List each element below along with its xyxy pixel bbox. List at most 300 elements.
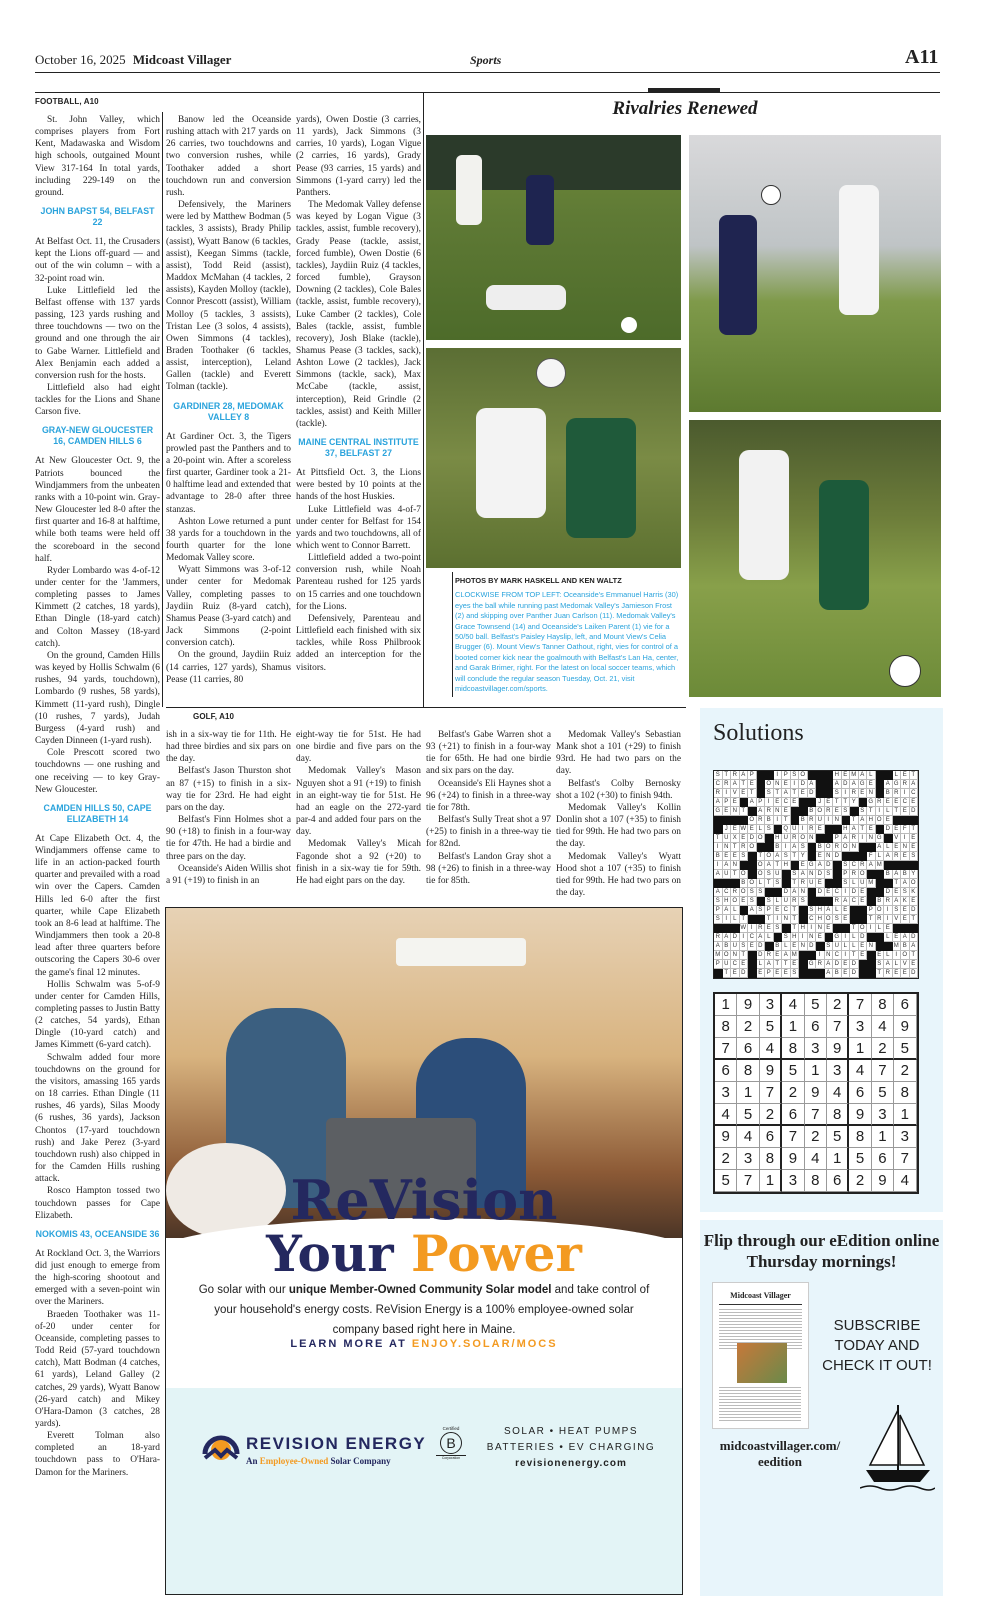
- crossword-cell: A: [714, 798, 723, 807]
- crossword-cell: T: [859, 825, 868, 834]
- crossword-cell: N: [901, 843, 910, 852]
- paragraph: At Pittsfield Oct. 3, the Lions were bested by 10 points at the hands of the host Huskies.: [296, 468, 421, 503]
- sudoku-cell: 1: [760, 1170, 782, 1192]
- soccer-photo-bottom-right: [689, 420, 941, 697]
- sudoku-cell: 9: [805, 1082, 827, 1104]
- crossword-cell: T: [765, 915, 774, 924]
- crossword-black-cell: [799, 969, 808, 978]
- crossword-cell: N: [731, 861, 740, 870]
- crossword-black-cell: [748, 807, 757, 816]
- crossword-black-cell: [731, 879, 740, 888]
- crossword-cell: P: [723, 798, 732, 807]
- paragraph: At Gardiner Oct. 3, the Tigers prowled past the Panthers and to a 20-point win. After a scoreless first quarter, Gardiner took a 21-0 halftime lead and extended that advantage to 28-0 after three stanzas.: [166, 431, 291, 515]
- crossword-cell: S: [774, 879, 783, 888]
- crossword-cell: E: [901, 906, 910, 915]
- sudoku-cell: 8: [782, 1038, 804, 1060]
- crossword-black-cell: [833, 825, 842, 834]
- crossword-cell: A: [825, 960, 834, 969]
- crossword-black-cell: [799, 915, 808, 924]
- crossword-cell: C: [782, 906, 791, 915]
- crossword-cell: K: [910, 888, 919, 897]
- crossword-cell: U: [723, 960, 732, 969]
- crossword-cell: S: [893, 906, 902, 915]
- crossword-black-cell: [714, 825, 723, 834]
- crossword-black-cell: [816, 834, 825, 843]
- section-rule: [35, 92, 940, 93]
- crossword-cell: O: [723, 951, 732, 960]
- crossword-cell: Y: [799, 852, 808, 861]
- crossword-cell: D: [740, 969, 749, 978]
- crossword-cell: S: [782, 933, 791, 942]
- crossword-cell: R: [765, 807, 774, 816]
- crossword-cell: R: [714, 789, 723, 798]
- crossword-cell: A: [825, 969, 834, 978]
- crossword-cell: A: [723, 906, 732, 915]
- crossword-black-cell: [757, 771, 766, 780]
- crossword-cell: I: [765, 798, 774, 807]
- crossword-black-cell: [833, 870, 842, 879]
- crossword-cell: L: [757, 960, 766, 969]
- crossword-cell: E: [910, 960, 919, 969]
- crossword-cell: N: [731, 951, 740, 960]
- crossword-cell: V: [893, 834, 902, 843]
- crossword-black-cell: [825, 771, 834, 780]
- crossword-cell: A: [765, 861, 774, 870]
- crossword-cell: A: [833, 780, 842, 789]
- crossword-cell: D: [808, 789, 817, 798]
- crossword-cell: A: [731, 780, 740, 789]
- crossword-black-cell: [748, 915, 757, 924]
- crossword-cell: C: [833, 951, 842, 960]
- crossword-cell: I: [714, 861, 723, 870]
- crossword-cell: F: [867, 852, 876, 861]
- crossword-cell: R: [850, 870, 859, 879]
- column-rule: [162, 112, 163, 707]
- crossword-cell: S: [714, 771, 723, 780]
- paragraph: At Rockland Oct. 3, the Warriors did just enough to emerge from the high-scoring shootout and emerged with a seven-point win over the Mariners.: [35, 1248, 160, 1308]
- learn-more-url[interactable]: ENJOY.SOLAR/MOCS: [411, 1338, 558, 1350]
- issue-date: October 16, 2025: [35, 52, 126, 67]
- crossword-black-cell: [757, 780, 766, 789]
- crossword-cell: E: [740, 834, 749, 843]
- title-bar: [648, 88, 720, 93]
- crossword-cell: O: [731, 897, 740, 906]
- crossword-cell: E: [859, 942, 868, 951]
- crossword-cell: O: [748, 879, 757, 888]
- crossword-black-cell: [859, 852, 868, 861]
- paragraph: Ashton Lowe returned a punt 38 yards for a touchdown in the fourth quarter for the lone Medomak Valley score.: [166, 516, 291, 564]
- crossword-cell: E: [884, 816, 893, 825]
- crossword-cell: U: [774, 870, 783, 879]
- crossword-cell: C: [782, 798, 791, 807]
- crossword-cell: N: [782, 915, 791, 924]
- sudoku-cell: 7: [849, 994, 871, 1016]
- crossword-cell: E: [816, 879, 825, 888]
- crossword-black-cell: [714, 969, 723, 978]
- crossword-cell: A: [723, 933, 732, 942]
- crossword-cell: C: [901, 798, 910, 807]
- crossword-black-cell: [774, 825, 783, 834]
- crossword-black-cell: [816, 789, 825, 798]
- crossword-cell: D: [808, 942, 817, 951]
- paragraph: Medomak Valley's Sebastian Mank shot a 101 (+29) to finish 93rd. He had two pars on the day.: [556, 730, 681, 777]
- crossword-black-cell: [884, 834, 893, 843]
- crossword-cell: I: [876, 807, 885, 816]
- crossword-cell: R: [723, 780, 732, 789]
- sudoku-cell: 6: [827, 1170, 849, 1192]
- crossword-black-cell: [910, 816, 919, 825]
- sudoku-cell: 3: [737, 1148, 759, 1170]
- crossword-cell: L: [867, 771, 876, 780]
- crossword-cell: I: [901, 834, 910, 843]
- crossword-cell: D: [850, 960, 859, 969]
- puzzle-solutions: [700, 708, 943, 1212]
- crossword-cell: S: [757, 888, 766, 897]
- crossword-cell: R: [876, 915, 885, 924]
- crossword-black-cell: [850, 807, 859, 816]
- crossword-cell: U: [791, 825, 800, 834]
- crossword-cell: N: [816, 924, 825, 933]
- crossword-cell: R: [893, 789, 902, 798]
- crossword-cell: E: [842, 969, 851, 978]
- paragraph: Belfast's Sully Treat shot a 97 (+25) to finish in a three-way tie for 82nd.: [426, 815, 551, 850]
- crossword-cell: J: [816, 798, 825, 807]
- crossword-cell: T: [791, 924, 800, 933]
- crossword-cell: T: [910, 915, 919, 924]
- sudoku-cell: 4: [849, 1060, 871, 1082]
- ad-body-bold: unique Member-Owned Community Solar model: [288, 1284, 552, 1296]
- crossword-cell: L: [884, 933, 893, 942]
- crossword-cell: E: [774, 969, 783, 978]
- golf-column-1: [166, 729, 291, 887]
- tag-a: An: [246, 1456, 260, 1466]
- crossword-black-cell: [901, 924, 910, 933]
- crossword-cell: B: [740, 879, 749, 888]
- crossword-cell: D: [859, 933, 868, 942]
- crossword-cell: D: [910, 933, 919, 942]
- crossword-black-cell: [859, 969, 868, 978]
- crossword-cell: N: [867, 834, 876, 843]
- crossword-cell: S: [765, 789, 774, 798]
- crossword-cell: N: [867, 789, 876, 798]
- crossword-cell: T: [740, 807, 749, 816]
- crossword-black-cell: [791, 861, 800, 870]
- crossword-black-cell: [876, 888, 885, 897]
- crossword-black-cell: [867, 897, 876, 906]
- crossword-black-cell: [859, 906, 868, 915]
- crossword-cell: S: [714, 915, 723, 924]
- paragraph: The Medomak Valley defense was keyed by Logan Vigue (3 tackles, assist, fumble recovery), Grady Pease (tackle, assist, forced fumble), Owen Dostie (6 tackles), Jaydiin Ruiz (4 tackles, forced fumble), Grayson Downing (2 tackles), Cole Bales (tackle, assist, fumble recovery), Luke Camber (2 tackles), Cole Bales (tackle, assist, fumble recovery), Josh Blake (tackle), Shamus Pease (3 tackles, sack), Ashton Lowe (2 tackles), Jack Simmons (tackle, sack), Max McCabe (tackle, assist, interception), Reid Grindle (2 tackles, assist) and Keith Miller (tackle).: [296, 200, 421, 429]
- crossword-black-cell: [740, 816, 749, 825]
- crossword-cell: E: [842, 906, 851, 915]
- crossword-black-cell: [842, 816, 851, 825]
- crossword-black-cell: [893, 924, 902, 933]
- crossword-black-cell: [816, 969, 825, 978]
- crossword-cell: L: [850, 879, 859, 888]
- golf-rule: [166, 707, 686, 708]
- paper-name: Midcoast Villager: [132, 52, 232, 67]
- crossword-cell: L: [842, 942, 851, 951]
- crossword-cell: E: [859, 789, 868, 798]
- crossword-cell: T: [774, 861, 783, 870]
- crossword-cell: O: [740, 870, 749, 879]
- paragraph: eight-way tie for 51st. He had one birdie and five pars on the day.: [296, 730, 421, 765]
- crossword-cell: T: [740, 915, 749, 924]
- crossword-cell: V: [893, 915, 902, 924]
- crossword-black-cell: [748, 960, 757, 969]
- sudoku-cell: 3: [760, 994, 782, 1016]
- crossword-cell: S: [765, 825, 774, 834]
- crossword-cell: O: [859, 924, 868, 933]
- services-line-1: SOLAR • HEAT PUMPS: [503, 1426, 639, 1437]
- crossword-cell: T: [782, 816, 791, 825]
- crossword-cell: L: [893, 771, 902, 780]
- crossword-cell: R: [757, 924, 766, 933]
- crossword-black-cell: [833, 924, 842, 933]
- crossword-cell: I: [799, 933, 808, 942]
- crossword-cell: U: [723, 834, 732, 843]
- crossword-cell: A: [816, 861, 825, 870]
- sudoku-cell: 9: [760, 1060, 782, 1082]
- crossword-cell: A: [765, 960, 774, 969]
- sudoku-cell: 5: [782, 1060, 804, 1082]
- crossword-cell: O: [765, 780, 774, 789]
- paragraph: Belfast's Landon Gray shot a 98 (+26) to finish in a three-way tie for 85th.: [426, 851, 551, 886]
- crossword-cell: R: [757, 816, 766, 825]
- crossword-black-cell: [825, 789, 834, 798]
- crossword-cell: L: [833, 906, 842, 915]
- crossword-cell: D: [910, 969, 919, 978]
- sudoku-cell: 3: [894, 1126, 916, 1148]
- crossword-cell: N: [808, 933, 817, 942]
- crossword-black-cell: [842, 924, 851, 933]
- crossword-cell: N: [731, 807, 740, 816]
- crossword-cell: G: [808, 861, 817, 870]
- crossword-black-cell: [808, 888, 817, 897]
- crossword-cell: E: [893, 825, 902, 834]
- sudoku-cell: 7: [760, 1082, 782, 1104]
- sailboat-icon: [860, 1400, 935, 1495]
- crossword-cell: T: [867, 915, 876, 924]
- crossword-cell: V: [731, 789, 740, 798]
- football-column-2: [166, 114, 291, 686]
- crossword-black-cell: [748, 969, 757, 978]
- crossword-cell: C: [910, 789, 919, 798]
- crossword-black-cell: [765, 834, 774, 843]
- crossword-cell: H: [791, 933, 800, 942]
- sudoku-cell: 2: [827, 994, 849, 1016]
- crossword-cell: N: [825, 951, 834, 960]
- crossword-cell: M: [876, 861, 885, 870]
- crossword-cell: A: [893, 897, 902, 906]
- paragraph: Hollis Schwalm was 5-of-9 under center for Camden Hills, completing passes to Justin Batty (2 catches, 54 yards), Ethan Dingle (10-yard catch) and James Kimmett (6-yard catch).: [35, 979, 160, 1051]
- sudoku-cell: 6: [849, 1082, 871, 1104]
- paragraph: Schwalm added four more touchdowns on the ground for the visitors, amassing 165 yards on 18 carries. Ethan Dingle (11 rushes, 46 yards), Silas Moody (6 rushes, 36 yards), Jackson Chontos (17-yard touchdown rush) and Jake Perez (3-yard touchdown rush) also chipped in for the Camden Hills rushing attack.: [35, 1052, 160, 1185]
- crossword-cell: S: [825, 870, 834, 879]
- revision-energy-ad[interactable]: [165, 907, 683, 1595]
- crossword-cell: E: [757, 969, 766, 978]
- crossword-cell: E: [859, 888, 868, 897]
- crossword-cell: H: [816, 906, 825, 915]
- crossword-black-cell: [808, 897, 817, 906]
- crossword-cell: C: [723, 888, 732, 897]
- sudoku-cell: 8: [715, 1016, 737, 1038]
- crossword-cell: O: [910, 879, 919, 888]
- crossword-cell: T: [731, 843, 740, 852]
- crossword-cell: E: [731, 852, 740, 861]
- crossword-cell: O: [748, 843, 757, 852]
- golf-column-3: [426, 729, 551, 887]
- crossword-black-cell: [876, 942, 885, 951]
- paragraph: Luke Littlefield led the Belfast offense with 137 yards passing, 123 yards rushing and three touchdowns — two on the ground and one through the air to Gabe Warner. Littlefield and Alex Benjamin each added a conversion rush for the hosts.: [35, 285, 160, 381]
- crossword-black-cell: [825, 897, 834, 906]
- crossword-cell: A: [850, 825, 859, 834]
- crossword-cell: L: [850, 942, 859, 951]
- crossword-black-cell: [782, 870, 791, 879]
- paragraph: St. John Valley, which comprises players from Fort Kent, Madawaska and Wisdom high schools, outgained Mount View 317-164 In total yards, including 229-149 on the ground.: [35, 115, 160, 198]
- ad-footer: [166, 1388, 682, 1594]
- crossword-cell: E: [791, 942, 800, 951]
- crossword-cell: E: [859, 951, 868, 960]
- bcorp-top: Certified: [442, 1426, 460, 1431]
- eedition-link[interactable]: midcoastvillager.com/ eedition: [719, 1438, 841, 1469]
- crossword-cell: I: [842, 951, 851, 960]
- sudoku-cell: 3: [805, 1038, 827, 1060]
- crossword-black-cell: [791, 807, 800, 816]
- crossword-cell: O: [842, 843, 851, 852]
- crossword-cell: B: [765, 816, 774, 825]
- crossword-cell: H: [833, 771, 842, 780]
- crossword-cell: S: [757, 906, 766, 915]
- crossword-cell: O: [816, 807, 825, 816]
- header-rule: [35, 72, 940, 73]
- crossword-cell: L: [876, 852, 885, 861]
- crossword-cell: S: [876, 960, 885, 969]
- crossword-cell: A: [884, 960, 893, 969]
- crossword-cell: O: [740, 888, 749, 897]
- crossword-cell: A: [757, 807, 766, 816]
- sudoku-cell: 4: [760, 1038, 782, 1060]
- crossword-black-cell: [816, 897, 825, 906]
- ad-learn-more[interactable]: [166, 1338, 682, 1350]
- crossword-cell: T: [723, 969, 732, 978]
- crossword-cell: I: [774, 816, 783, 825]
- golf-column-2: [296, 729, 421, 887]
- crossword-cell: P: [757, 798, 766, 807]
- crossword-cell: E: [774, 798, 783, 807]
- paragraph: Wyatt Simmons was 3-of-12 under center for Medomak Valley, completing passes to Jaydiin Ruiz (8-yard catch), Shamus Pease (3-yard catch) and Jack Simmons (2-point conversion catch).: [166, 565, 291, 649]
- crossword-cell: A: [825, 906, 834, 915]
- crossword-cell: E: [825, 888, 834, 897]
- crossword-black-cell: [714, 879, 723, 888]
- crossword-black-cell: [714, 816, 723, 825]
- subhead: MAINE CENTRAL INSTITUTE 37, BELFAST 27: [298, 437, 419, 459]
- crossword-cell: I: [884, 906, 893, 915]
- crossword-cell: V: [901, 960, 910, 969]
- sudoku-cell: 3: [715, 1082, 737, 1104]
- crossword-cell: X: [731, 834, 740, 843]
- sudoku-cell: 4: [737, 1126, 759, 1148]
- crossword-cell: E: [816, 825, 825, 834]
- page-number: A11: [905, 46, 939, 68]
- football-column-3: [296, 114, 421, 674]
- crossword-cell: E: [723, 807, 732, 816]
- crossword-black-cell: [808, 969, 817, 978]
- crossword-cell: T: [910, 825, 919, 834]
- crossword-cell: A: [893, 870, 902, 879]
- crossword-cell: R: [901, 780, 910, 789]
- crossword-cell: R: [808, 816, 817, 825]
- crossword-cell: S: [774, 924, 783, 933]
- crossword-cell: R: [731, 888, 740, 897]
- ad-website[interactable]: revisionenergy.com: [515, 1458, 627, 1469]
- crossword-cell: H: [799, 924, 808, 933]
- crossword-black-cell: [799, 960, 808, 969]
- learn-more-label: LEARN MORE AT: [290, 1338, 412, 1350]
- crossword-cell: I: [714, 843, 723, 852]
- sudoku-cell: 2: [737, 1016, 759, 1038]
- crossword-black-cell: [774, 933, 783, 942]
- crossword-cell: A: [859, 771, 868, 780]
- crossword-black-cell: [825, 825, 834, 834]
- b-corp-badge: [436, 1426, 466, 1460]
- crossword-cell: E: [740, 789, 749, 798]
- crossword-cell: I: [842, 789, 851, 798]
- crossword-cell: E: [893, 969, 902, 978]
- paragraph: Medomak Valley's Mason Nguyen shot a 91 (+19) to finish in an eight-way tie for 51st. He had an eagle on the 272-yard par-4 and added four pars on the day.: [296, 766, 421, 838]
- sudoku-cell: 9: [827, 1038, 849, 1060]
- eedition-thumbnail[interactable]: [712, 1282, 809, 1429]
- crossword-black-cell: [757, 843, 766, 852]
- bcorp-bottom: Corporation: [436, 1455, 466, 1460]
- crossword-cell: I: [774, 771, 783, 780]
- crossword-cell: B: [833, 969, 842, 978]
- crossword-cell: E: [901, 807, 910, 816]
- crossword-cell: E: [842, 960, 851, 969]
- crossword-cell: G: [867, 798, 876, 807]
- ad-body-a: Go solar with our: [198, 1284, 289, 1296]
- crossword-cell: E: [901, 852, 910, 861]
- crossword-cell: A: [910, 942, 919, 951]
- crossword-black-cell: [876, 933, 885, 942]
- crossword-cell: L: [884, 951, 893, 960]
- crossword-cell: O: [799, 771, 808, 780]
- sudoku-cell: 5: [894, 1038, 916, 1060]
- crossword-cell: N: [825, 852, 834, 861]
- crossword-black-cell: [893, 861, 902, 870]
- crossword-cell: T: [791, 852, 800, 861]
- paragraph: At Cape Elizabeth Oct. 4, the Windjammers offense came to life in an action-packed fourth quarter and prevailed with a road win over the Capers. Camden Hills led 6-0 after the first quarter, while Cape Elizabeth took an 8-6 lead at halftime. The Windjammers then took a 20-8 lead after three quarters before outscoring the Capers 30-6 over the game's final 12 minutes.: [35, 833, 160, 978]
- crossword-cell: O: [757, 861, 766, 870]
- crossword-cell: D: [910, 906, 919, 915]
- subhead: NOKOMIS 43, OCEANSIDE 36: [35, 1228, 160, 1239]
- crossword-cell: A: [714, 942, 723, 951]
- sudoku-cell: 9: [737, 994, 759, 1016]
- crossword-cell: N: [808, 834, 817, 843]
- eedition-headline: Flip through our eEdition online Thursday mornings!: [703, 1231, 940, 1271]
- sudoku-cell: 4: [894, 1170, 916, 1192]
- crossword-black-cell: [782, 879, 791, 888]
- crossword-cell: R: [850, 834, 859, 843]
- crossword-cell: Y: [910, 870, 919, 879]
- sudoku-cell: 2: [760, 1104, 782, 1126]
- ad-brand-name: REVISION ENERGY: [246, 1434, 427, 1453]
- golf-kicker: GOLF, A10: [193, 712, 235, 721]
- sudoku-cell: 7: [894, 1148, 916, 1170]
- sudoku-cell: 8: [849, 1126, 871, 1148]
- crossword-cell: S: [740, 942, 749, 951]
- crossword-cell: T: [791, 879, 800, 888]
